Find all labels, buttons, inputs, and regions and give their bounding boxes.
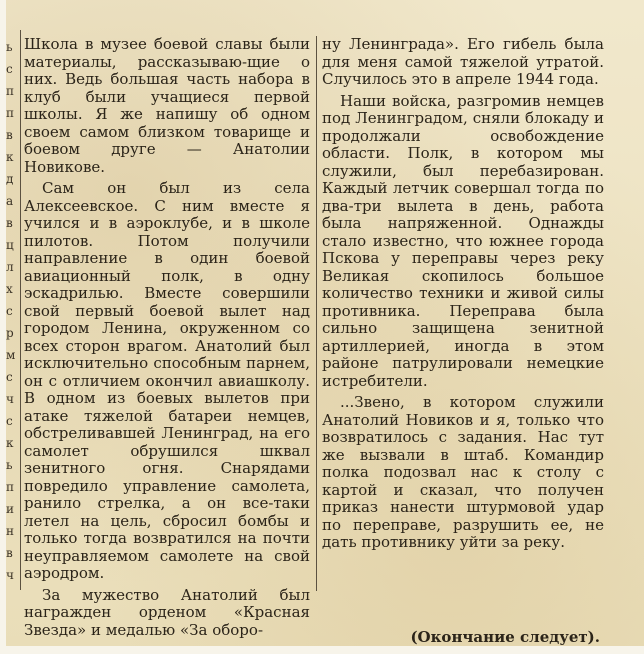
article-column-1 [24,36,310,643]
fragment-letter: с [6,370,13,384]
fragment-letter: к [6,150,14,164]
fragment-letter: с [6,62,13,76]
fragment-letter: п [6,106,14,120]
fragment-letter: л [6,260,14,274]
fragment-letter: к [6,436,14,450]
left-column-fragment [6,36,18,586]
fragment-letter: п [6,84,14,98]
col1-paragraph-3: За мужество Анатолий был награжден орденом «Красная Звезда» и медалью «За оборо- [24,585,310,639]
fragment-letter: в [6,546,13,560]
fragment-letter: с [6,414,13,428]
fragment-letter: с [6,304,13,318]
left-column-rule [20,30,21,590]
fragment-letter: р [6,326,14,340]
fragment-letter: а [6,194,14,208]
fragment-letter: в [6,216,13,230]
col2-paragraph-1: ну Ленинграда». Его гибель была для меня самой тяжелой утратой. Случилось это в апреле 1944 года. [322,35,604,88]
fragment-letter: и [6,502,14,516]
fragment-letter: ч [6,568,14,582]
fragment-letter: ь [6,40,13,54]
fragment-letter: д [6,172,14,186]
col1-paragraph-2: Сам он был из села Алексеевское. С ним вместе я учился и в аэроклубе, и в школе пилотов. Потом получили направление в один боевой авиационный полк, в одну эскадрилью. Вместе совершили свой первый боевой вылет над городом Ленина, окруженном со всех сторон врагом. Анатолий был исключительно способным парнем, он с отличием окончил авиашколу. В одном из боевых вылетов при атаке тяжелой батареи немцев, обстреливавшей Ленинград, на его самолет обрушился шквал зенитного огня. Снарядами повредило управление самолета, ранило стрелка, а он все-таки летел на цель, сбросил бомбы и только тогда возвратился на почти неуправляемом самолете на свой аэродром. [24,179,310,582]
to-be-continued-note: (Окончание следует). [410,628,600,646]
col2-paragraph-2: Наши войска, разгромив немцев под Ленинградом, сняли блокаду и продолжали освобождение области. Полк, в котором мы служили, был перебазирован. Каждый летчик совершал тогда по два-три вылета в день, работа была напряженной. Однажды стало известно, что южнее города Пскова у переправы через реку Великая скопилось большое количество техники и живой силы противника. Переправа была сильно защищена зенитной артиллерией, иногда в этом районе патрулировали немецкие истребители. [322,91,604,390]
fragment-letter: в [6,128,13,142]
article-column-2 [322,36,604,556]
fragment-letter: х [6,282,13,296]
middle-column-rule [316,36,317,591]
fragment-letter: ц [6,238,14,252]
fragment-letter: п [6,480,14,494]
col1-paragraph-1: Школа в музее боевой славы были материалы, рассказываю-щие о них. Ведь большая часть набора в клуб были учащиеся первой школы. Я же напишу об одном своем самом близком товарище и боевом друге — Анатолии Новикове. [24,35,310,176]
col2-paragraph-3: ...Звено, в котором служили Анатолий Новиков и я, только что возвратилось с задания. Нас тут же вызвали в штаб. Командир полка подозвал нас к столу с картой и сказал, что получен приказ нанести штурмовой удар по переправе, разрушить ее, не дать противнику уйти за реку. [322,393,604,551]
fragment-letter: н [6,524,14,538]
fragment-letter: м [6,348,16,362]
fragment-letter: ь [6,458,13,472]
fragment-letter: ч [6,392,14,406]
